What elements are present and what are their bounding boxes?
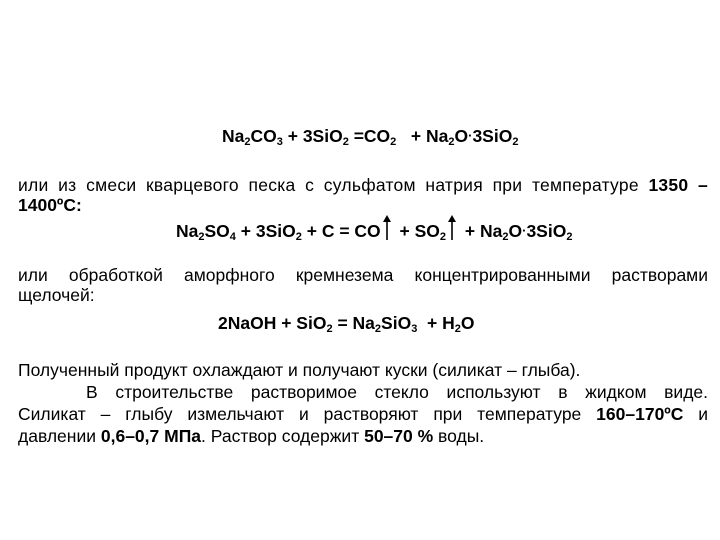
paragraph-1-line-1	[18, 175, 708, 195]
eq3-part: = Na	[332, 313, 375, 333]
eq3-part: 2NaOH + SiO	[218, 313, 327, 333]
para3-text: Силикат – глыбу измельчают и растворяют при температуре	[18, 404, 597, 424]
paragraph-2-line-1: или обработкой аморфного кремнезема концентрированными растворами	[18, 265, 708, 285]
equation-3	[218, 313, 475, 333]
eq2-part: + Na	[460, 221, 503, 241]
eq1-part: + 3SiO	[282, 126, 343, 146]
eq1-sub: 2	[512, 136, 519, 148]
eq1-part: =CO	[348, 126, 391, 146]
eq2-part: 3SiO	[526, 221, 567, 241]
eq1-part: Na	[222, 126, 245, 146]
eq1-part: 3SiO	[472, 126, 513, 146]
eq2-dot: ·	[522, 223, 527, 238]
eq2-part: + C = CO	[301, 221, 381, 241]
eq3-part: + H	[417, 313, 455, 333]
eq3-sub: 2	[454, 323, 461, 335]
eq2-sub: 2	[439, 231, 447, 243]
eq2-part: Na	[176, 221, 199, 241]
eq1-sub: 2	[244, 136, 251, 148]
eq2-part: + SO	[394, 221, 440, 241]
eq3-part: SiO	[381, 313, 412, 333]
eq2-sub: 2	[502, 231, 509, 243]
paragraph-3-line-1: Полученный продукт охлаждают и получают куски (силикат – глыба).	[18, 360, 581, 380]
paragraph-2-line-2: щелочей:	[18, 285, 95, 305]
para3-text: давлении	[18, 426, 101, 446]
para3-text: . Раствор содержит	[201, 426, 365, 446]
para1-bold: 1350 –	[648, 175, 709, 195]
eq1-part: O	[454, 126, 469, 146]
eq3-sub: 2	[326, 323, 333, 335]
eq2-sub: 2	[566, 231, 573, 243]
eq2-sub: 2	[198, 231, 205, 243]
eq1-sub: 2	[342, 136, 349, 148]
paragraph-3-line-3	[18, 404, 708, 424]
eq2-sub: 4	[229, 231, 236, 243]
eq2-sub: 2	[295, 231, 302, 243]
eq3-sub: 3	[411, 323, 418, 335]
paragraph-3-line-2: В строительстве растворимое стекло используют в жидком виде.	[86, 382, 708, 402]
paragraph-1-line-2: 1400ºС:	[18, 195, 82, 215]
para3-bold: 50–70 %	[364, 426, 434, 446]
para3-text: воды.	[433, 426, 485, 446]
equation-2	[176, 221, 572, 243]
eq2-part: O	[508, 221, 523, 241]
eq1-part: + Na	[396, 126, 449, 146]
eq1-dot: ·	[468, 128, 473, 143]
para3-text: и	[683, 404, 708, 424]
para3-bold: 0,6–0,7 МПа	[100, 426, 202, 446]
eq2-part: + 3SiO	[235, 221, 296, 241]
eq2-part: SO	[204, 221, 230, 241]
eq1-sub: 2	[390, 136, 397, 148]
gas-up-arrow-icon	[382, 221, 392, 241]
eq3-sub: 2	[374, 323, 382, 335]
eq1-sub: 3	[276, 136, 283, 148]
gas-up-arrow-icon	[447, 221, 457, 241]
paragraph-3-line-4	[18, 426, 484, 446]
para1-text: или из смеси кварцевого песка с сульфатом натрия при температуре	[18, 175, 649, 195]
equation-1	[222, 126, 518, 148]
eq1-part: CO	[250, 126, 277, 146]
eq1-sub: 2	[448, 136, 455, 148]
para3-bold: 160–170ºС	[596, 404, 684, 424]
eq3-part: O	[460, 313, 475, 333]
